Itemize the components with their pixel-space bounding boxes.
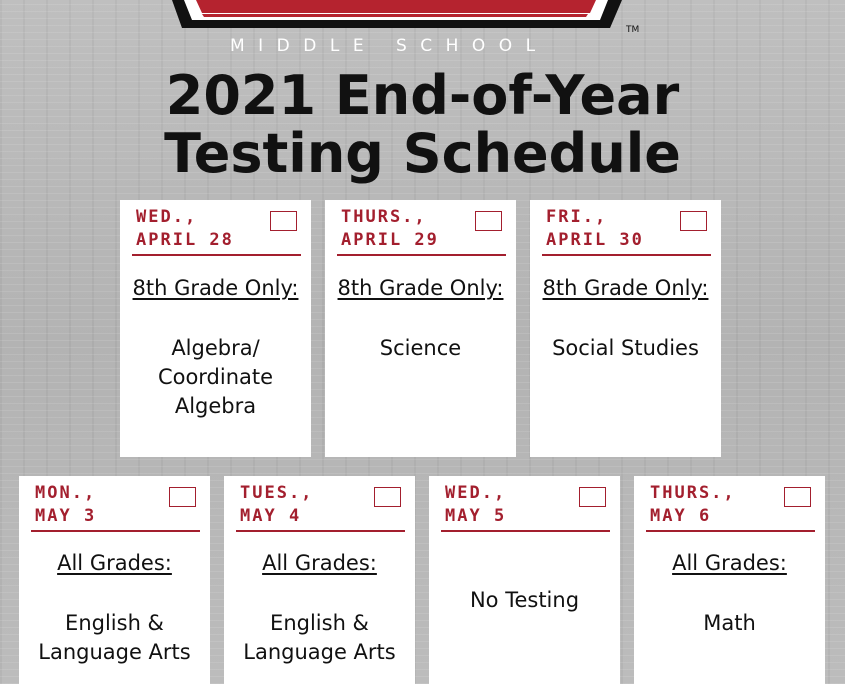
- card-date: [240, 482, 313, 528]
- card-day: WED.,: [445, 483, 507, 503]
- card-heading: 8th Grade Only:: [132, 276, 299, 300]
- checkbox-icon[interactable]: [579, 487, 606, 507]
- subject-line: Math: [703, 611, 756, 635]
- card-subject: [634, 609, 825, 638]
- card-heading: All Grades:: [57, 551, 172, 575]
- card-heading: All Grades:: [262, 551, 377, 575]
- card-subject: [120, 334, 311, 421]
- divider: [31, 530, 200, 532]
- schedule-card-apr28: [120, 200, 311, 457]
- checkbox-icon[interactable]: [169, 487, 196, 507]
- divider: [236, 530, 405, 532]
- subject-line: English &: [65, 611, 164, 635]
- checkbox-icon[interactable]: [270, 211, 297, 231]
- card-date-text: APRIL 29: [341, 230, 439, 250]
- subject-line: Algebra: [174, 394, 257, 418]
- card-subject: [325, 334, 516, 363]
- subject-line: Social Studies: [552, 336, 699, 360]
- subject-line: Science: [379, 336, 462, 360]
- checkbox-icon[interactable]: [680, 211, 707, 231]
- card-date: [341, 206, 439, 252]
- schedule-card-apr30: [530, 200, 721, 457]
- checkbox-icon[interactable]: [475, 211, 502, 231]
- card-heading: 8th Grade Only:: [337, 276, 504, 300]
- card-subject: [530, 334, 721, 363]
- checkbox-icon[interactable]: [784, 487, 811, 507]
- card-date: [445, 482, 506, 528]
- card-day: WED.,: [136, 207, 198, 227]
- card-date: [136, 206, 234, 252]
- subject-line: Language Arts: [38, 640, 191, 664]
- card-subject: [429, 586, 620, 615]
- card-day: THURS.,: [341, 207, 427, 227]
- schedule-card-may6: [634, 476, 825, 684]
- subject-line: Algebra/: [171, 336, 260, 360]
- divider: [337, 254, 506, 256]
- school-type-label: MIDDLE SCHOOL: [230, 36, 549, 56]
- divider: [132, 254, 301, 256]
- checkbox-icon[interactable]: [374, 487, 401, 507]
- page-title-line2: Testing Schedule: [164, 122, 681, 185]
- card-subject: [19, 609, 210, 667]
- card-date-text: MAY 4: [240, 506, 302, 526]
- card-subject: [224, 609, 415, 667]
- card-date-text: MAY 3: [35, 506, 97, 526]
- schedule-card-may5: [429, 476, 620, 684]
- card-day: FRI.,: [546, 207, 608, 227]
- divider: [441, 530, 610, 532]
- card-date: [35, 482, 96, 528]
- schedule-card-may3: [19, 476, 210, 684]
- school-logo: [162, 0, 632, 32]
- schedule-card-apr29: [325, 200, 516, 457]
- card-date-text: APRIL 30: [546, 230, 644, 250]
- card-date: [546, 206, 644, 252]
- page-title-line1: 2021 End-of-Year: [165, 64, 680, 127]
- card-date-text: APRIL 28: [136, 230, 234, 250]
- subject-line: Language Arts: [243, 640, 396, 664]
- card-day: MON.,: [35, 483, 97, 503]
- card-heading: All Grades:: [672, 551, 787, 575]
- card-date-text: MAY 5: [445, 506, 507, 526]
- subject-line: No Testing: [469, 588, 580, 612]
- card-date-text: MAY 6: [650, 506, 712, 526]
- divider: [646, 530, 815, 532]
- trademark-mark: TM: [626, 25, 640, 35]
- card-day: THURS.,: [650, 483, 736, 503]
- subject-line: English &: [270, 611, 369, 635]
- card-day: TUES.,: [240, 483, 314, 503]
- card-heading: 8th Grade Only:: [542, 276, 709, 300]
- subject-line: Coordinate: [157, 365, 274, 389]
- schedule-card-may4: [224, 476, 415, 684]
- divider: [542, 254, 711, 256]
- card-date: [650, 482, 736, 528]
